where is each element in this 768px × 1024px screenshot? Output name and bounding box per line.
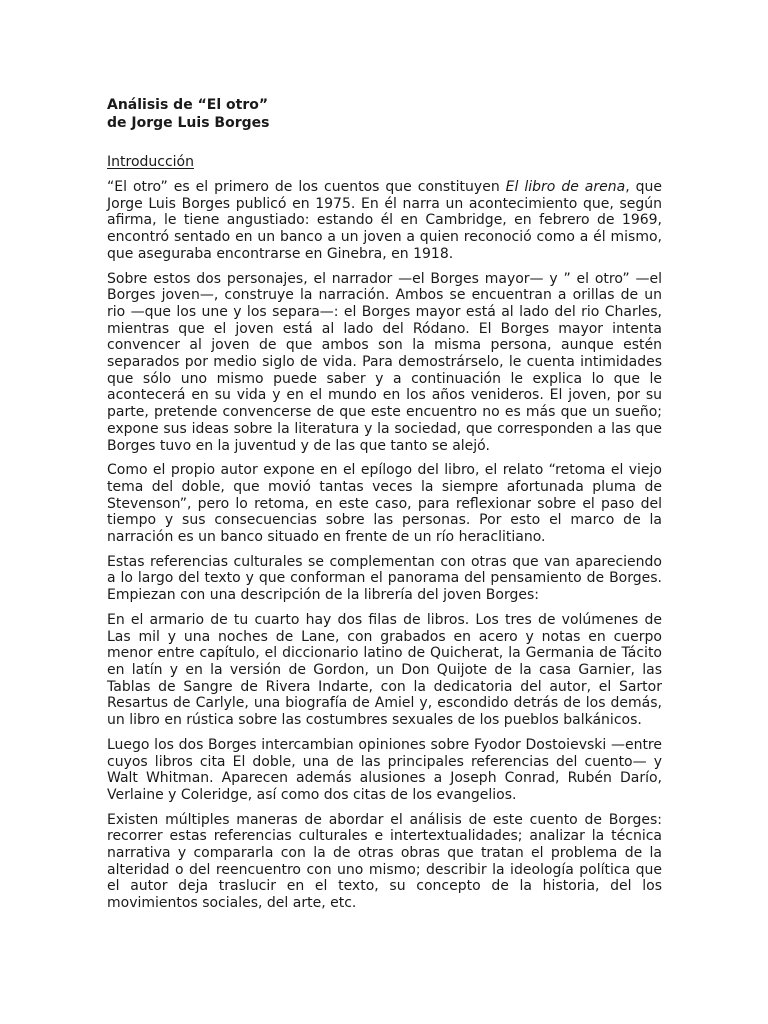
paragraph-1 xyxy=(107,179,662,263)
paragraph-2: Sobre estos dos personajes, el narrador —el Borges mayor— y ” el otro” —el Borges joven—, construye la narración. Ambos se encuentran a orillas de un rio —que los une y los separa—: el Borges mayor está al lado del rio Charles, mientras que el joven está al lado del Ródano. El Borges mayor intenta convencer al joven de que ambos son la misma persona, aunque estén separados por medio siglo de vida. Para demostrárselo, le cuenta intimidades que sólo uno mismo puede saber y a continuación le explica lo que le acontecerá en su vida y en el mundo en los años venideros. El joven, por su parte, pretende convencerse de que este encuentro no es más que un sueño; expone sus ideas sobre la literatura y la sociedad, que corresponden a las que Borges tuvo en la juventud y de las que tanto se alejó. xyxy=(107,270,662,454)
paragraph-1-text-start: “El otro” es el primero de los cuentos que constituyen xyxy=(107,179,506,195)
paragraph-1-text-end: , que Jorge Luis Borges publicó en 1975. En él narra un acontecimiento que, según afirma, le tiene angustiado: estando él en Cambridge, en febrero de 1969, encontró sentado en un banco a un joven a quien reconoció como a él mismo, que aseguraba encontrarse en Ginebra, en 1918. xyxy=(107,179,662,262)
book-title-italic: El libro de arena xyxy=(505,179,626,195)
paragraph-3: Como el propio autor expone en el epílogo del libro, el relato “retoma el viejo tema del doble, que movió tantas veces la siempre afortunada pluma de Stevenson”, pero lo retoma, en este caso, para reflexionar sobre el paso del tiempo y sus consecuencias sobre las personas. Por esto el marco de la narración es un banco situado en frente de un río heraclitiano. xyxy=(107,462,662,546)
document-title xyxy=(107,96,662,132)
title-line-2: de Jorge Luis Borges xyxy=(107,115,270,131)
paragraph-5: En el armario de tu cuarto hay dos filas de libros. Los tres de volúmenes de Las mil y una noches de Lane, con grabados en acero y notas en cuerpo menor entre capítulo, el diccionario latino de Quicherat, la Germania de Tácito en latín y en la versión de Gordon, un Don Quijote de la casa Garnier, las Tablas de Sangre de Rivera Indarte, con la dedicatoria del autor, el Sartor Resartus de Carlyle, una biografía de Amiel y, escondido detrás de los demás, un libro en rústica sobre las costumbres sexuales de los pueblos balkánicos. xyxy=(107,611,662,729)
paragraph-7: Existen múltiples maneras de abordar el análisis de este cuento de Borges: recorrer estas referencias culturales e intertextualidades; analizar la técnica narrativa y compararla con la de otras obras que tratan el problema de la alteridad o del reencuentro con uno mismo; describir la ideología política que el autor deja traslucir en el texto, su concepto de la historia, del los movimientos sociales, del arte, etc. xyxy=(107,811,662,912)
document-page xyxy=(107,96,662,920)
title-line-1: Análisis de “El otro” xyxy=(107,97,269,113)
paragraph-6: Luego los dos Borges intercambian opiniones sobre Fyodor Dostoievski —entre cuyos libros cita El doble, una de las principales referencias del cuento— y Walt Whitman. Aparecen además alusiones a Joseph Conrad, Rubén Darío, Verlaine y Coleridge, así como dos citas de los evangelios. xyxy=(107,736,662,803)
paragraph-4: Estas referencias culturales se complementan con otras que van apareciendo a lo largo del texto y que conforman el panorama del pensamiento de Borges. Empiezan con una descripción de la librería del joven Borges: xyxy=(107,553,662,604)
section-heading-introduccion: Introducción xyxy=(107,154,194,170)
